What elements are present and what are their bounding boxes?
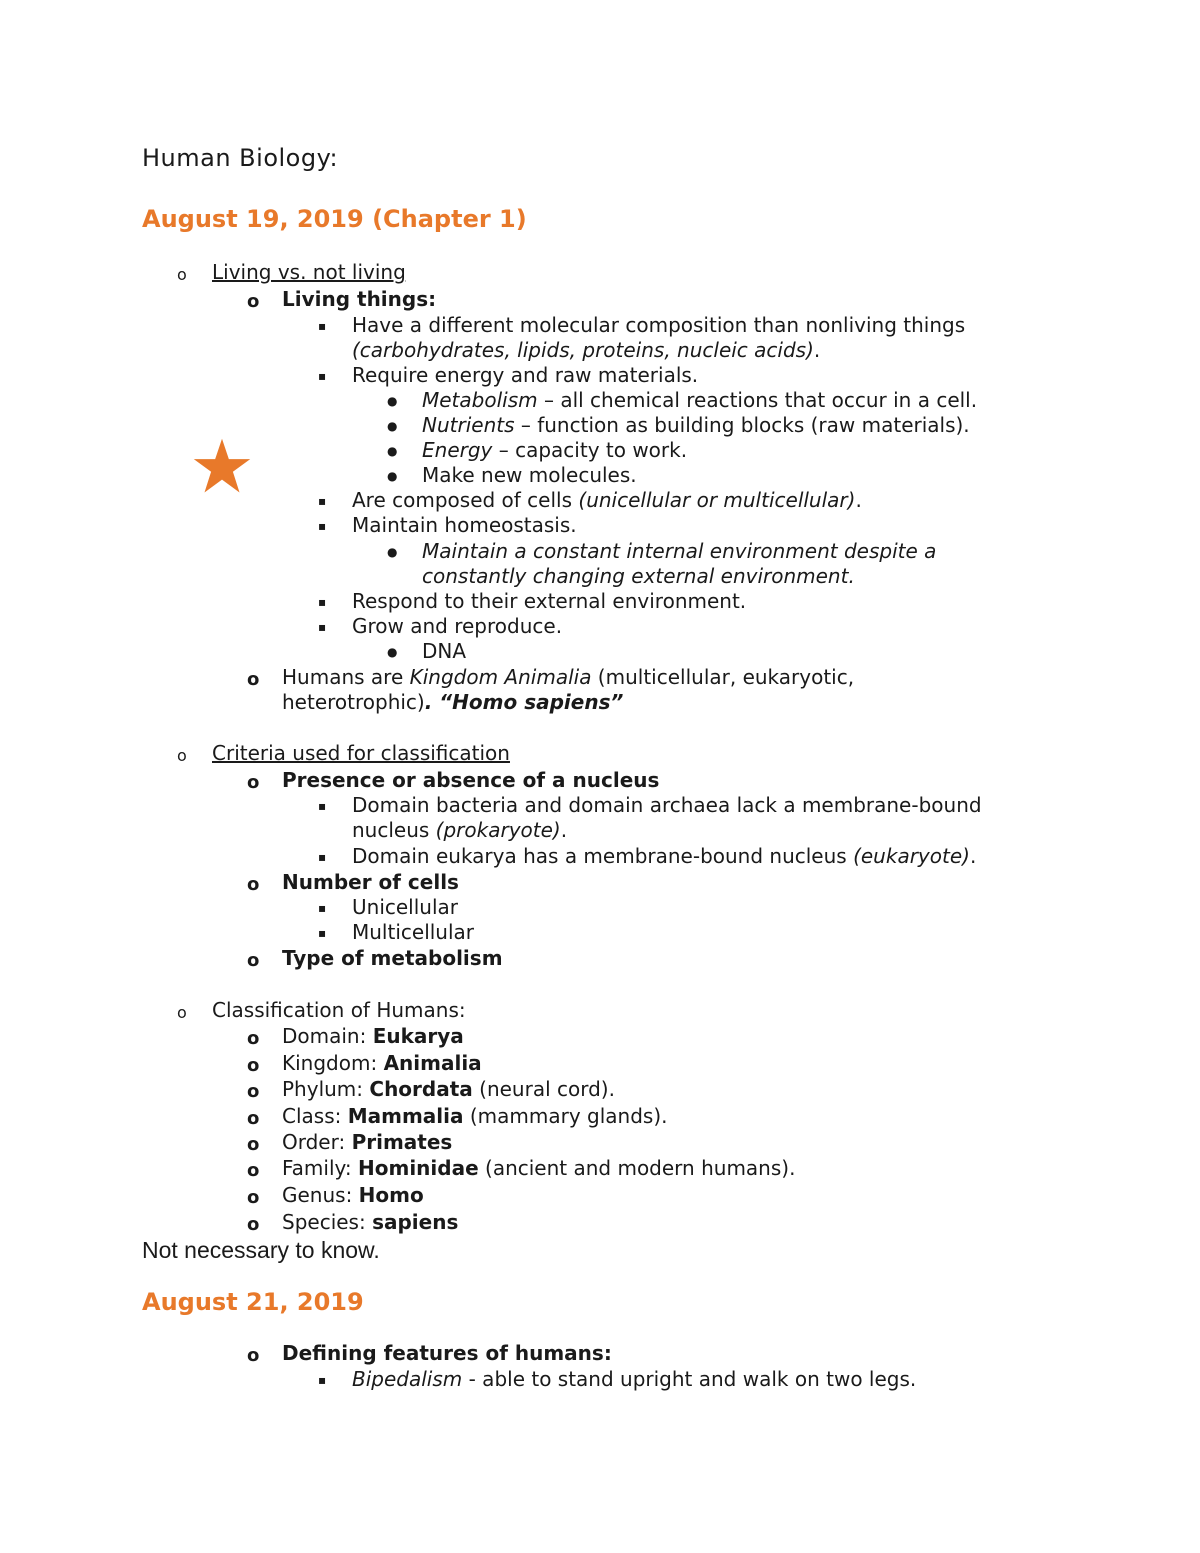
- bullet-level4: ●: [387, 394, 398, 408]
- grow-item: Grow and reproduce.: [352, 614, 563, 638]
- taxonomy-class: Class: Mammalia (mammary glands).: [282, 1104, 668, 1128]
- bullet-level2: o: [247, 1345, 260, 1366]
- unicellular-item: Unicellular: [352, 895, 458, 919]
- number-of-cells-heading: Number of cells: [282, 870, 459, 894]
- nucleus-heading: Presence or absence of a nucleus: [282, 768, 660, 792]
- bullet-level3: ▪: [318, 926, 327, 940]
- eukarya-item: Domain eukarya has a membrane-bound nucleus (eukaryote).: [352, 844, 977, 868]
- not-necessary-note: Not necessary to know.: [142, 1237, 380, 1263]
- make-molecules-item: Make new molecules.: [422, 463, 637, 487]
- taxonomy-order: Order: Primates: [282, 1130, 453, 1154]
- bipedalism-item: Bipedalism - able to stand upright and walk on two legs.: [352, 1367, 917, 1391]
- taxonomy-domain: Domain: Eukarya: [282, 1024, 464, 1048]
- section-date-aug-19: August 19, 2019 (Chapter 1): [142, 205, 527, 233]
- bullet-level3: ▪: [318, 1373, 327, 1387]
- bullet-level3: ▪: [318, 620, 327, 634]
- bullet-level2: o: [247, 1214, 260, 1235]
- require-energy-item: Require energy and raw materials.: [352, 363, 699, 387]
- nutrients-item: Nutrients – function as building blocks (raw materials).: [422, 413, 970, 437]
- bullet-level4: ●: [387, 444, 398, 458]
- bacteria-archaea-line2: nucleus (prokaryote).: [352, 818, 568, 842]
- bullet-level2: o: [247, 1055, 260, 1076]
- bullet-level2: o: [247, 669, 260, 690]
- bullet-level2: o: [247, 1028, 260, 1049]
- bullet-level2: o: [247, 291, 260, 312]
- section-date-aug-21: August 21, 2019: [142, 1288, 364, 1316]
- bullet-level4: ●: [387, 419, 398, 433]
- bacteria-archaea-line1: Domain bacteria and domain archaea lack a membrane-bound: [352, 793, 982, 817]
- bullet-level3: ▪: [318, 799, 327, 813]
- bullet-level2: o: [247, 1187, 260, 1208]
- bullet-level2: o: [247, 950, 260, 971]
- humans-kingdom-line1: Humans are Kingdom Animalia (multicellular, eukaryotic,: [282, 665, 855, 689]
- bullet-level2: o: [247, 1134, 260, 1155]
- multicellular-item: Multicellular: [352, 920, 475, 944]
- type-of-metabolism-heading: Type of metabolism: [282, 946, 503, 970]
- taxonomy-genus: Genus: Homo: [282, 1183, 424, 1207]
- bullet-level3: ▪: [318, 319, 327, 333]
- bullet-level3: ▪: [318, 595, 327, 609]
- defining-features-heading: Defining features of humans:: [282, 1341, 612, 1365]
- homeostasis-def-line2: constantly changing external environment.: [422, 564, 855, 588]
- classification-heading: Classification of Humans:: [212, 998, 466, 1022]
- taxonomy-phylum: Phylum: Chordata (neural cord).: [282, 1077, 615, 1101]
- taxonomy-species: Species: sapiens: [282, 1210, 459, 1234]
- dna-item: DNA: [422, 639, 467, 663]
- star-icon: [193, 436, 251, 496]
- bullet-level1: o: [177, 746, 187, 765]
- composed-of-cells-item: Are composed of cells (unicellular or multicellular).: [352, 488, 862, 512]
- page-title: Human Biology:: [142, 144, 339, 172]
- energy-item: Energy – capacity to work.: [422, 438, 688, 462]
- bullet-level2: o: [247, 874, 260, 895]
- bullet-level3: ▪: [318, 494, 327, 508]
- bullet-level4: ●: [387, 645, 398, 659]
- taxonomy-family: Family: Hominidae (ancient and modern humans).: [282, 1156, 796, 1180]
- bullet-level2: o: [247, 772, 260, 793]
- metabolism-item: Metabolism – all chemical reactions that occur in a cell.: [422, 388, 978, 412]
- homeostasis-item: Maintain homeostasis.: [352, 513, 577, 537]
- bullet-level4: ●: [387, 469, 398, 483]
- bullet-level3: ▪: [318, 850, 327, 864]
- respond-item: Respond to their external environment.: [352, 589, 747, 613]
- bullet-level3: ▪: [318, 369, 327, 383]
- bullet-level3: ▪: [318, 519, 327, 533]
- humans-kingdom-line2: heterotrophic). “Homo sapiens”: [282, 690, 624, 714]
- bullet-level1: o: [177, 1003, 187, 1022]
- molecular-composition-line1: Have a different molecular composition than nonliving things: [352, 313, 966, 337]
- bullet-level3: ▪: [318, 901, 327, 915]
- molecular-composition-line2: (carbohydrates, lipids, proteins, nucleic acids).: [352, 338, 821, 362]
- bullet-level2: o: [247, 1108, 260, 1129]
- homeostasis-def-line1: Maintain a constant internal environment despite a: [422, 539, 937, 563]
- bullet-level4: ●: [387, 545, 398, 559]
- bullet-level2: o: [247, 1160, 260, 1181]
- living-things-heading: Living things:: [282, 287, 437, 311]
- taxonomy-kingdom: Kingdom: Animalia: [282, 1051, 482, 1075]
- bullet-level2: o: [247, 1081, 260, 1102]
- bullet-level1: o: [177, 265, 187, 284]
- criteria-heading: Criteria used for classification: [212, 741, 510, 765]
- living-vs-not-heading: Living vs. not living: [212, 260, 406, 284]
